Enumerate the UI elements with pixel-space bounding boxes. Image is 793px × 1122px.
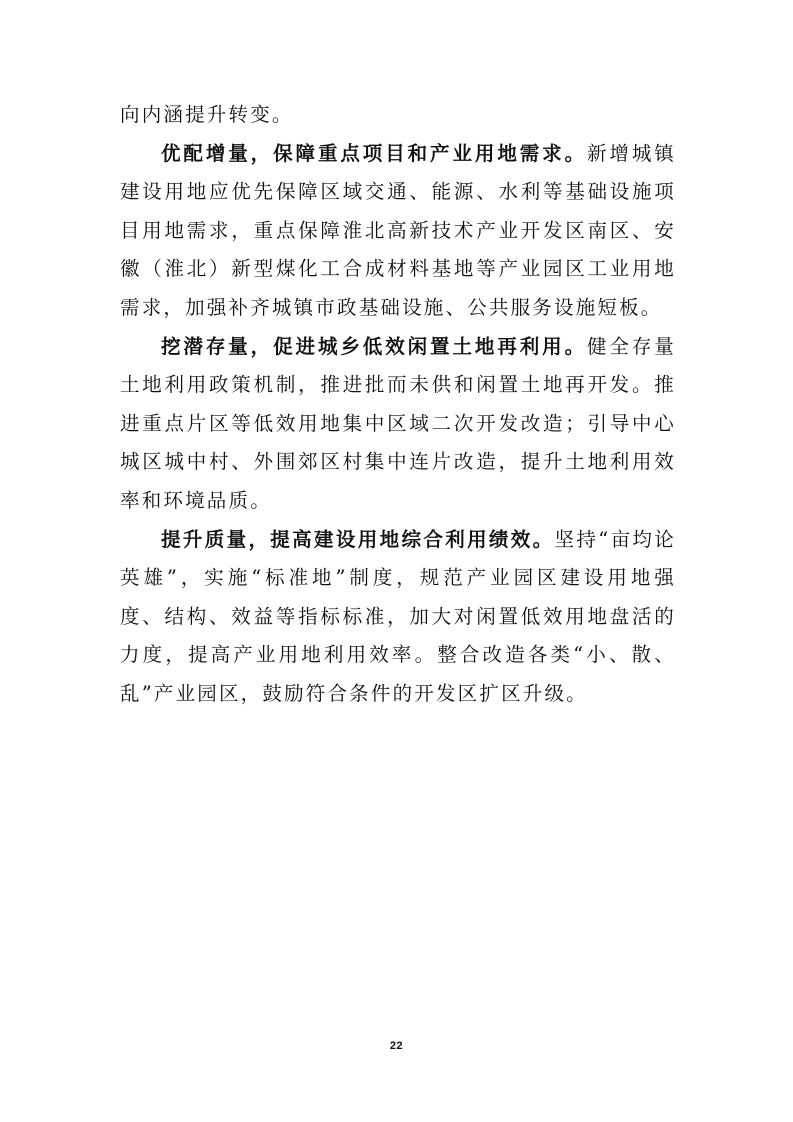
paragraph-improve-quality: [120, 521, 676, 714]
paragraph-tap-stock: [120, 328, 676, 521]
paragraph-optimize-increment: [120, 135, 676, 328]
paragraph-continuation: [120, 96, 676, 135]
paragraph-text: 新增城镇建设用地应优先保障区域交通、能源、水利等基础设施项目用地需求，重点保障淮北高新技术产业开发区南区、安徽（淮北）新型煤化工合成材料基地等产业园区工业用地需求，加强补齐城镇市政基础设施、公共服务设施短板。: [120, 141, 676, 319]
paragraph-text: 向内涵提升转变。: [120, 103, 294, 126]
paragraph-text: 健全存量土地利用政策机制，推进批而未供和闲置土地再开发。推进重点片区等低效用地集中区域二次开发改造；引导中心城区城中村、外围郊区村集中连片改造，提升土地利用效率和环境品质。: [120, 334, 676, 512]
body-text: [120, 96, 676, 714]
paragraph-heading: 提升质量，提高建设用地综合利用绩效。: [161, 527, 555, 551]
page-number: 22: [389, 1040, 404, 1052]
paragraph-heading: 优配增量，保障重点项目和产业用地需求。: [161, 141, 588, 165]
paragraph-heading: 挖潜存量，促进城乡低效闲置土地再利用。: [161, 334, 588, 358]
paragraph-text: 坚持“亩均论英雄”，实施“标准地”制度，规范产业园区建设用地强度、结构、效益等指标标准，加大对闲置低效用地盘活的力度，提高产业用地利用效率。整合改造各类“小、散、乱”产业园区，鼓励符合条件的开发区扩区升级。: [120, 527, 676, 705]
